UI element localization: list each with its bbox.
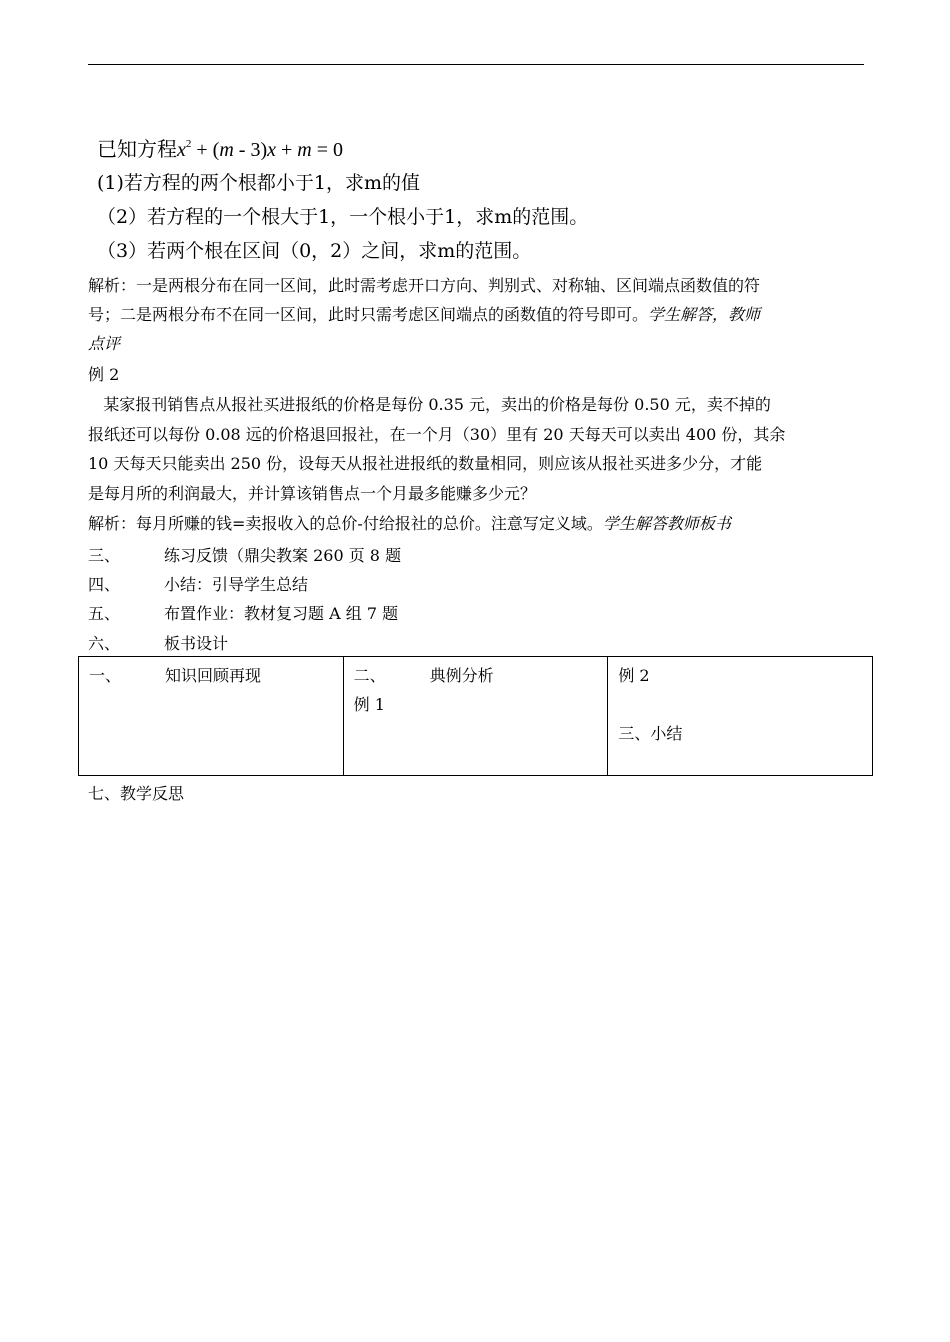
analysis-1-line-2: 号；二是两根分布不在同一区间，此时只需考虑区间端点的函数值的符号即可。学生解答，教师	[88, 305, 761, 324]
question-2: （2）若方程的一个根大于1，一个根小于1，求m的范围。	[97, 206, 589, 228]
analysis-1-line-1: 解析：一是两根分布在同一区间，此时需考虑开口方向、判别式、对称轴、区间端点函数值的符	[88, 276, 761, 295]
analysis-2: 解析：每月所赚的钱=卖报收入的总价-付给报社的总价。注意写定义域。学生解答教师板书	[88, 514, 731, 533]
board-col-review: 一、 知识回顾再现	[79, 657, 344, 776]
header-rule	[88, 64, 864, 65]
section-summary: 四、 小结：引导学生总结	[88, 575, 309, 594]
section-reflection: 七、教学反思	[88, 784, 185, 803]
question-3: （3）若两个根在区间（0，2）之间，求m的范围。	[97, 240, 532, 262]
board-col-summary	[608, 657, 873, 776]
equation	[97, 133, 343, 162]
board-summary: 三、小结	[618, 724, 683, 743]
section-practice: 三、 练习反馈（鼎尖教案 260 页 8 题	[88, 546, 402, 565]
example-2-title: 例 2	[88, 365, 120, 384]
board-example-1: 例 1	[353, 695, 385, 714]
board-design-table	[78, 656, 873, 776]
example-2-line-4: 是每月所的利润最大，并计算该销售点一个月最多能赚多少元？	[88, 484, 537, 503]
equation-math: $x^2 + (m - 3)x + m = 0$	[177, 138, 344, 161]
analysis-1-line-3: 点评	[88, 334, 121, 353]
example-2-line-2: 报纸还可以每份 0.08 远的价格退回报社，在一个月（30）里有 20 天每天可以卖出 400 份，其余	[88, 425, 786, 444]
question-1: (1)若方程的两个根都小于1，求m的值	[97, 172, 421, 194]
board-example-2: 例 2	[618, 666, 650, 685]
board-col-examples: 二、 典例分析 例 1	[343, 657, 608, 776]
example-2-line-1: 某家报刊销售点从报社买进报纸的价格是每份 0.35 元，卖出的价格是每份 0.50 元，卖不掉的	[88, 395, 771, 414]
example-2-line-3: 10 天每天只能卖出 250 份，设每天从报社进报纸的数量相同，则应该从报社买进多少分，才能	[88, 454, 763, 473]
section-board-design: 六、 板书设计	[88, 634, 229, 653]
equation-prefix: 已知方程	[97, 137, 177, 161]
section-homework: 五、 布置作业：教材复习题 A 组 7 题	[88, 604, 399, 623]
